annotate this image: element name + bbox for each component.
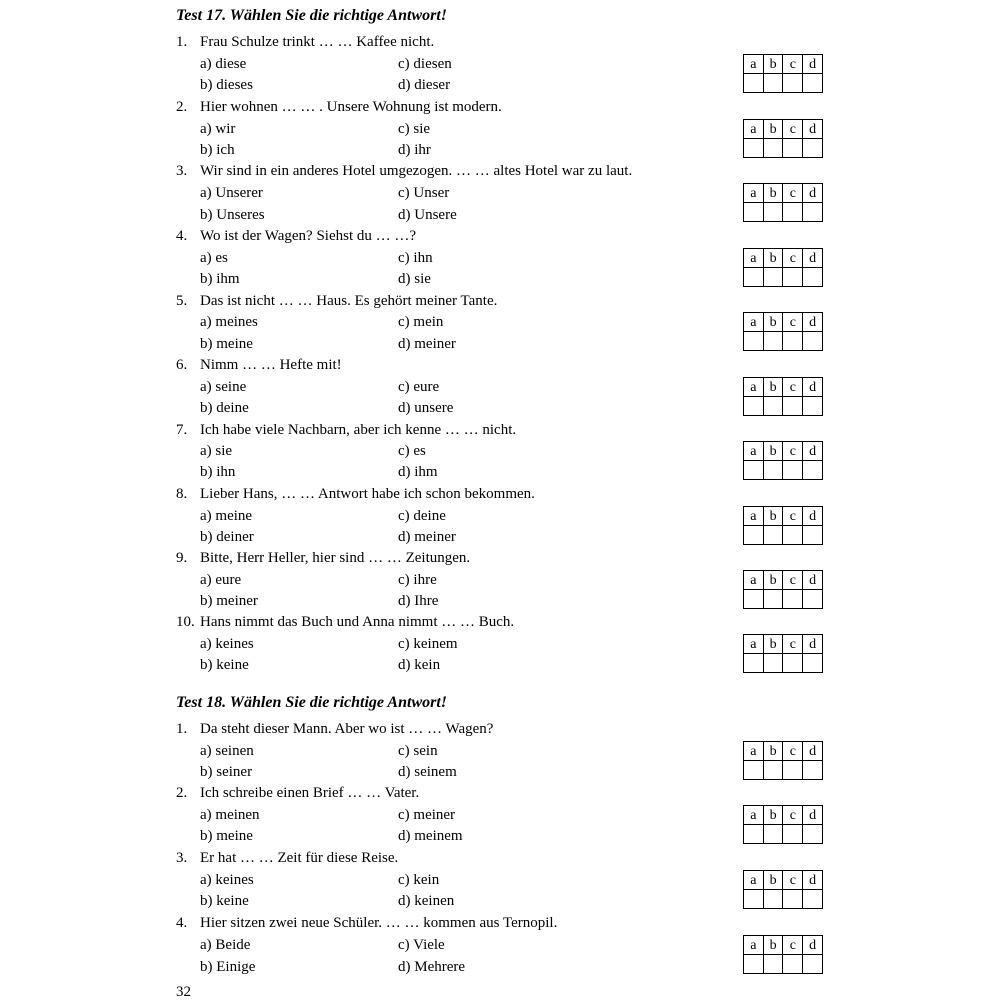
grid-label-b: b bbox=[763, 635, 783, 654]
question-number: 8. bbox=[176, 486, 188, 502]
answer-cell[interactable] bbox=[803, 461, 823, 480]
question-number: 1. bbox=[176, 721, 188, 737]
grid-label-d: d bbox=[803, 742, 823, 761]
question-prompt: Bitte, Herr Heller, hier sind … … Zeitungen. bbox=[200, 550, 471, 566]
answer-grid bbox=[743, 248, 823, 287]
option-c: c) eure bbox=[398, 379, 440, 395]
answer-cell[interactable] bbox=[744, 590, 764, 609]
grid-label-c: c bbox=[783, 742, 803, 761]
grid-label-d: d bbox=[803, 936, 823, 955]
option-a: a) meinen bbox=[200, 807, 260, 823]
question-text bbox=[176, 356, 342, 374]
answer-cell[interactable] bbox=[763, 74, 783, 93]
page-number: 32 bbox=[176, 984, 191, 1000]
answer-cell[interactable] bbox=[783, 825, 803, 844]
grid-label-d: d bbox=[803, 120, 823, 139]
answer-cell[interactable] bbox=[744, 139, 764, 158]
grid-label-d: d bbox=[803, 442, 823, 461]
answer-grid bbox=[743, 634, 823, 673]
answer-grid bbox=[743, 119, 823, 158]
question-text bbox=[176, 292, 497, 310]
grid-label-d: d bbox=[803, 507, 823, 526]
answer-cell[interactable] bbox=[783, 590, 803, 609]
option-d: d) dieser bbox=[398, 77, 451, 93]
question-prompt: Er hat … … Zeit für diese Reise. bbox=[200, 850, 399, 866]
option-b: b) ich bbox=[200, 142, 235, 158]
option-b: b) seiner bbox=[200, 764, 253, 780]
answer-cell[interactable] bbox=[744, 461, 764, 480]
option-d: d) meinem bbox=[398, 828, 463, 844]
grid-label-d: d bbox=[803, 806, 823, 825]
grid-label-b: b bbox=[763, 378, 783, 397]
answer-cell[interactable] bbox=[803, 268, 823, 287]
answer-grid bbox=[743, 506, 823, 545]
answer-cell[interactable] bbox=[763, 526, 783, 545]
option-b: b) keine bbox=[200, 893, 249, 909]
test-17-title: Test 17. Wählen Sie die richtige Antwort! bbox=[176, 7, 448, 24]
grid-label-c: c bbox=[783, 635, 803, 654]
grid-label-b: b bbox=[763, 249, 783, 268]
question-number: 6. bbox=[176, 357, 188, 373]
answer-cell[interactable] bbox=[763, 590, 783, 609]
question-number: 3. bbox=[176, 163, 188, 179]
question-prompt: Hans nimmt das Buch und Anna nimmt … … Buch. bbox=[200, 614, 515, 630]
question-prompt: Ich habe viele Nachbarn, aber ich kenne … … nicht. bbox=[200, 422, 517, 438]
grid-label-b: b bbox=[763, 742, 783, 761]
option-a: a) meine bbox=[200, 508, 253, 524]
grid-label-a: a bbox=[744, 871, 764, 890]
answer-cell[interactable] bbox=[763, 825, 783, 844]
option-a: a) sie bbox=[200, 443, 233, 459]
option-b: b) keine bbox=[200, 657, 249, 673]
question-text bbox=[176, 98, 502, 116]
answer-cell[interactable] bbox=[763, 332, 783, 351]
option-a: a) keines bbox=[200, 636, 254, 652]
question-prompt: Ich schreibe einen Brief … … Vater. bbox=[200, 785, 420, 801]
question-text bbox=[176, 33, 434, 51]
answer-cell[interactable] bbox=[783, 203, 803, 222]
option-a: a) meines bbox=[200, 314, 258, 330]
answer-cell[interactable] bbox=[744, 526, 764, 545]
question-prompt: Nimm … … Hefte mit! bbox=[200, 357, 342, 373]
grid-label-a: a bbox=[744, 55, 764, 74]
option-a: a) Beide bbox=[200, 937, 251, 953]
answer-grid bbox=[743, 805, 823, 844]
question-prompt: Frau Schulze trinkt … … Kaffee nicht. bbox=[200, 34, 435, 50]
answer-grid bbox=[743, 870, 823, 909]
option-a: a) Unserer bbox=[200, 185, 263, 201]
grid-label-c: c bbox=[783, 249, 803, 268]
answer-cell[interactable] bbox=[763, 955, 783, 974]
option-a: a) keines bbox=[200, 872, 254, 888]
answer-cell[interactable] bbox=[744, 654, 764, 673]
option-b: b) Einige bbox=[200, 959, 256, 975]
answer-cell[interactable] bbox=[763, 654, 783, 673]
grid-label-b: b bbox=[763, 120, 783, 139]
answer-cell[interactable] bbox=[744, 890, 764, 909]
option-c: c) mein bbox=[398, 314, 444, 330]
grid-label-a: a bbox=[744, 249, 764, 268]
answer-grid bbox=[743, 935, 823, 974]
answer-cell[interactable] bbox=[783, 332, 803, 351]
grid-label-a: a bbox=[744, 742, 764, 761]
question-number: 9. bbox=[176, 550, 188, 566]
answer-cell[interactable] bbox=[744, 268, 764, 287]
grid-label-a: a bbox=[744, 936, 764, 955]
grid-label-b: b bbox=[763, 871, 783, 890]
grid-label-a: a bbox=[744, 313, 764, 332]
question-prompt: Hier sitzen zwei neue Schüler. … … kommen aus Ternopil. bbox=[200, 915, 558, 931]
option-b: b) deiner bbox=[200, 529, 254, 545]
grid-label-b: b bbox=[763, 442, 783, 461]
option-c: c) meiner bbox=[398, 807, 456, 823]
question-text bbox=[176, 549, 470, 567]
answer-cell[interactable] bbox=[783, 761, 803, 780]
answer-cell[interactable] bbox=[763, 268, 783, 287]
question-prompt: Wir sind in ein anderes Hotel umgezogen. … … altes Hotel war zu laut. bbox=[200, 163, 633, 179]
answer-cell[interactable] bbox=[783, 526, 803, 545]
grid-label-c: c bbox=[783, 806, 803, 825]
answer-cell[interactable] bbox=[803, 139, 823, 158]
option-c: c) Unser bbox=[398, 185, 450, 201]
grid-label-d: d bbox=[803, 313, 823, 332]
answer-cell[interactable] bbox=[803, 890, 823, 909]
option-d: d) seinem bbox=[398, 764, 457, 780]
answer-cell[interactable] bbox=[763, 461, 783, 480]
answer-grid bbox=[743, 441, 823, 480]
question-text bbox=[176, 485, 535, 503]
question-number: 7. bbox=[176, 422, 188, 438]
answer-cell[interactable] bbox=[763, 890, 783, 909]
answer-grid bbox=[743, 54, 823, 93]
grid-label-c: c bbox=[783, 378, 803, 397]
answer-cell[interactable] bbox=[763, 203, 783, 222]
option-d: d) Unsere bbox=[398, 207, 457, 223]
grid-label-a: a bbox=[744, 806, 764, 825]
answer-grid bbox=[743, 377, 823, 416]
grid-label-c: c bbox=[783, 120, 803, 139]
option-d: d) meiner bbox=[398, 529, 456, 545]
answer-grid bbox=[743, 570, 823, 609]
grid-label-d: d bbox=[803, 871, 823, 890]
answer-grid bbox=[743, 741, 823, 780]
option-c: c) keinem bbox=[398, 636, 458, 652]
grid-label-b: b bbox=[763, 55, 783, 74]
answer-cell[interactable] bbox=[803, 761, 823, 780]
question-number: 3. bbox=[176, 850, 188, 866]
option-c: c) deine bbox=[398, 508, 446, 524]
answer-cell[interactable] bbox=[763, 761, 783, 780]
grid-label-b: b bbox=[763, 507, 783, 526]
grid-label-d: d bbox=[803, 184, 823, 203]
grid-label-a: a bbox=[744, 120, 764, 139]
option-d: d) ihm bbox=[398, 464, 438, 480]
test-18-title: Test 18. Wählen Sie die richtige Antwort! bbox=[176, 694, 448, 711]
option-b: b) meine bbox=[200, 336, 253, 352]
option-c: c) sein bbox=[398, 743, 438, 759]
question-number: 10. bbox=[176, 614, 195, 630]
answer-cell[interactable] bbox=[783, 461, 803, 480]
grid-label-c: c bbox=[783, 313, 803, 332]
question-prompt: Hier wohnen … … . Unsere Wohnung ist modern. bbox=[200, 99, 502, 115]
option-d: d) kein bbox=[398, 657, 441, 673]
question-prompt: Das ist nicht … … Haus. Es gehört meiner Tante. bbox=[200, 293, 498, 309]
option-d: d) Mehrere bbox=[398, 959, 466, 975]
grid-label-c: c bbox=[783, 571, 803, 590]
answer-cell[interactable] bbox=[803, 397, 823, 416]
question-number: 5. bbox=[176, 293, 188, 309]
option-c: c) ihn bbox=[398, 250, 433, 266]
question-text bbox=[176, 784, 419, 802]
answer-cell[interactable] bbox=[783, 139, 803, 158]
grid-label-b: b bbox=[763, 806, 783, 825]
answer-cell[interactable] bbox=[744, 332, 764, 351]
answer-cell[interactable] bbox=[783, 890, 803, 909]
grid-label-a: a bbox=[744, 635, 764, 654]
answer-cell[interactable] bbox=[783, 397, 803, 416]
grid-label-d: d bbox=[803, 571, 823, 590]
option-b: b) meine bbox=[200, 828, 253, 844]
question-text bbox=[176, 720, 493, 738]
option-a: a) seine bbox=[200, 379, 247, 395]
answer-cell[interactable] bbox=[763, 139, 783, 158]
answer-cell[interactable] bbox=[744, 397, 764, 416]
option-a: a) diese bbox=[200, 56, 247, 72]
answer-cell[interactable] bbox=[803, 825, 823, 844]
grid-label-b: b bbox=[763, 313, 783, 332]
option-d: d) sie bbox=[398, 271, 431, 287]
question-prompt: Lieber Hans, … … Antwort habe ich schon bekommen. bbox=[200, 486, 535, 502]
answer-grid bbox=[743, 312, 823, 351]
option-b: b) Unseres bbox=[200, 207, 265, 223]
option-c: c) diesen bbox=[398, 56, 452, 72]
option-a: a) wir bbox=[200, 121, 236, 137]
question-prompt: Wo ist der Wagen? Siehst du … …? bbox=[200, 228, 417, 244]
option-d: d) Ihre bbox=[398, 593, 439, 609]
option-d: d) ihr bbox=[398, 142, 431, 158]
question-number: 1. bbox=[176, 34, 188, 50]
option-b: b) ihn bbox=[200, 464, 236, 480]
option-b: b) ihm bbox=[200, 271, 240, 287]
option-a: a) es bbox=[200, 250, 228, 266]
answer-cell[interactable] bbox=[803, 955, 823, 974]
option-b: b) meiner bbox=[200, 593, 258, 609]
option-c: c) ihre bbox=[398, 572, 437, 588]
grid-label-a: a bbox=[744, 184, 764, 203]
grid-label-c: c bbox=[783, 184, 803, 203]
answer-cell[interactable] bbox=[744, 825, 764, 844]
question-text bbox=[176, 227, 416, 245]
grid-label-b: b bbox=[763, 936, 783, 955]
question-number: 4. bbox=[176, 228, 188, 244]
grid-label-d: d bbox=[803, 635, 823, 654]
option-a: a) eure bbox=[200, 572, 242, 588]
answer-cell[interactable] bbox=[783, 74, 803, 93]
answer-cell[interactable] bbox=[783, 268, 803, 287]
question-text bbox=[176, 849, 398, 867]
option-b: b) deine bbox=[200, 400, 249, 416]
grid-label-d: d bbox=[803, 378, 823, 397]
answer-cell[interactable] bbox=[744, 955, 764, 974]
question-text bbox=[176, 421, 516, 439]
question-prompt: Da steht dieser Mann. Aber wo ist … … Wagen? bbox=[200, 721, 494, 737]
question-number: 4. bbox=[176, 915, 188, 931]
grid-label-a: a bbox=[744, 507, 764, 526]
grid-label-d: d bbox=[803, 249, 823, 268]
option-d: d) keinen bbox=[398, 893, 455, 909]
grid-label-c: c bbox=[783, 507, 803, 526]
answer-cell[interactable] bbox=[763, 397, 783, 416]
answer-cell[interactable] bbox=[744, 761, 764, 780]
option-b: b) dieses bbox=[200, 77, 253, 93]
answer-cell[interactable] bbox=[803, 526, 823, 545]
option-c: c) kein bbox=[398, 872, 440, 888]
grid-label-c: c bbox=[783, 55, 803, 74]
option-c: c) sie bbox=[398, 121, 431, 137]
question-number: 2. bbox=[176, 99, 188, 115]
option-d: d) meiner bbox=[398, 336, 456, 352]
question-text bbox=[176, 914, 557, 932]
answer-cell[interactable] bbox=[744, 203, 764, 222]
answer-cell[interactable] bbox=[783, 654, 803, 673]
option-a: a) seinen bbox=[200, 743, 254, 759]
grid-label-b: b bbox=[763, 571, 783, 590]
answer-cell[interactable] bbox=[803, 332, 823, 351]
option-c: c) Viele bbox=[398, 937, 445, 953]
answer-cell[interactable] bbox=[803, 74, 823, 93]
grid-label-b: b bbox=[763, 184, 783, 203]
question-text bbox=[176, 613, 514, 631]
answer-cell[interactable] bbox=[744, 74, 764, 93]
option-c: c) es bbox=[398, 443, 426, 459]
grid-label-a: a bbox=[744, 442, 764, 461]
grid-label-d: d bbox=[803, 55, 823, 74]
option-d: d) unsere bbox=[398, 400, 454, 416]
grid-label-a: a bbox=[744, 571, 764, 590]
answer-cell[interactable] bbox=[783, 955, 803, 974]
grid-label-a: a bbox=[744, 378, 764, 397]
answer-cell[interactable] bbox=[803, 590, 823, 609]
answer-cell[interactable] bbox=[803, 654, 823, 673]
answer-grid bbox=[743, 183, 823, 222]
grid-label-c: c bbox=[783, 936, 803, 955]
grid-label-c: c bbox=[783, 871, 803, 890]
question-text bbox=[176, 162, 632, 180]
question-number: 2. bbox=[176, 785, 188, 801]
grid-label-c: c bbox=[783, 442, 803, 461]
answer-cell[interactable] bbox=[803, 203, 823, 222]
